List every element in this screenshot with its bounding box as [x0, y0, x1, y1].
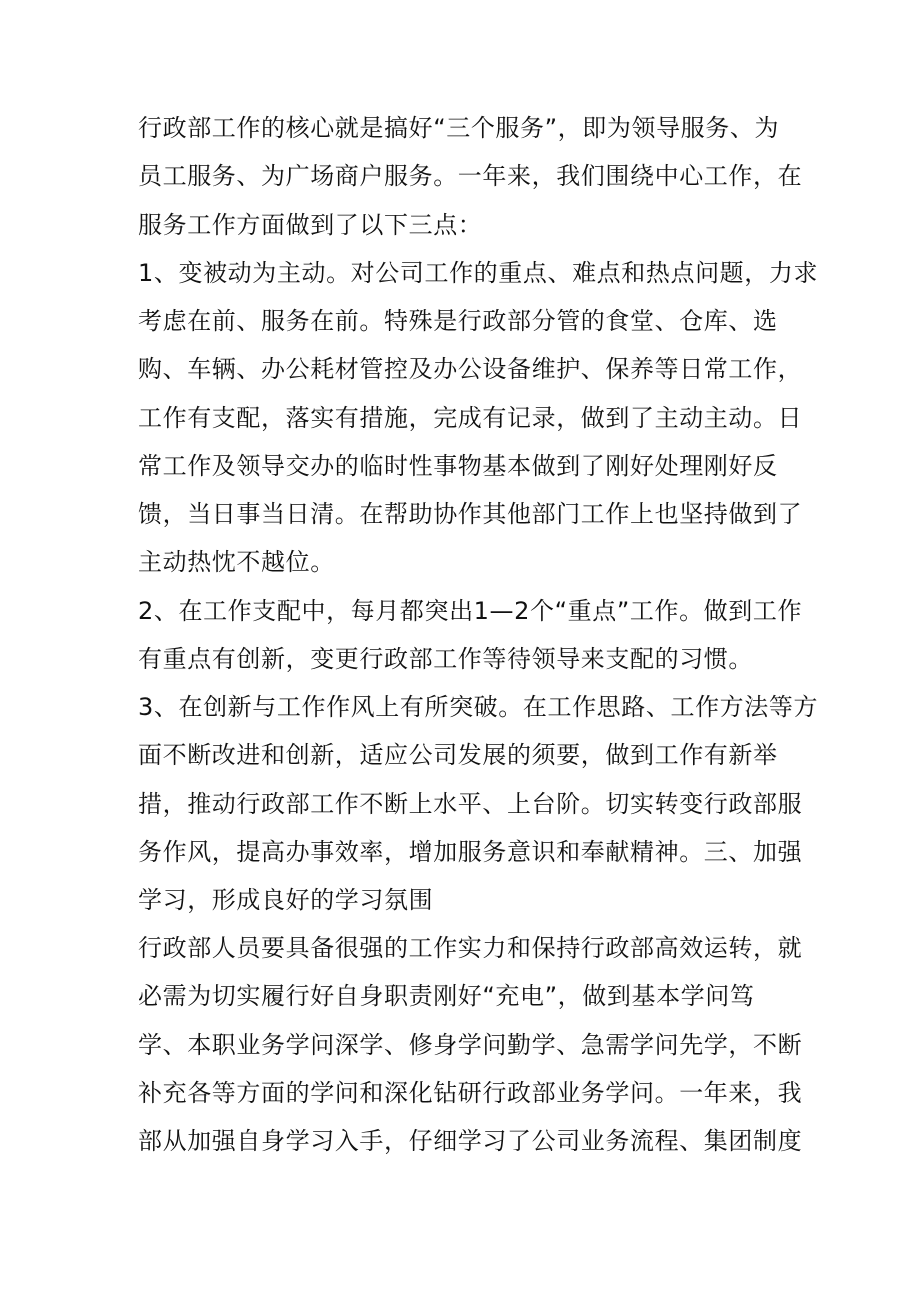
text-line: 学习，形成良好的学习氛围	[138, 886, 434, 914]
text-line: 面不断改进和创新，适应公司发展的须要，做到工作有新举	[138, 741, 778, 769]
text-line: 补充各等方面的学问和深化钻研行政部业务学问。一年来，我	[138, 1079, 803, 1107]
text-line: 行政部人员要具备很强的工作实力和保持行政部高效运转，就	[138, 934, 803, 962]
text-line: 员工服务、为广场商户服务。一年来，我们围绕中心工作，在	[138, 162, 803, 190]
text-line: 购、车辆、办公耗材管控及办公设备维护、保养等日常工作，	[138, 355, 803, 383]
text-line: 务作风，提高办事效率，增加服务意识和奉献精神。三、加强	[138, 838, 803, 866]
text-line: 服务工作方面做到了以下三点：	[138, 211, 483, 239]
text-line: 必需为切实履行好自身职责刚好“充电”，做到基本学问笃	[138, 982, 755, 1010]
text-line: 工作有支配，落实有措施，完成有记录，做到了主动主动。日	[138, 404, 803, 432]
text-line: 学、本职业务学问深学、修身学问勤学、急需学问先学，不断	[138, 1031, 803, 1059]
text-line: 措，推动行政部工作不断上水平、上台阶。切实转变行政部服	[138, 790, 803, 818]
text-line: 馈，当日事当日清。在帮助协作其他部门工作上也坚持做到了	[138, 500, 803, 528]
text-line: 主动热忱不越位。	[138, 548, 335, 576]
text-line: 部从加强自身学习入手，仔细学习了公司业务流程、集团制度	[138, 1127, 803, 1155]
text-line: 3、在创新与工作作风上有所突破。在工作思路、工作方法等方	[138, 693, 819, 721]
text-line: 行政部工作的核心就是搞好“三个服务”，即为领导服务、为	[138, 114, 780, 142]
text-line: 2、在工作支配中，每月都突出1—2个“重点”工作。做到工作	[138, 597, 803, 625]
text-line: 有重点有创新，变更行政部工作等待领导来支配的习惯。	[138, 645, 753, 673]
text-line: 常工作及领导交办的临时性事物基本做到了刚好处理刚好反	[138, 452, 778, 480]
text-line: 考虑在前、服务在前。特殊是行政部分管的食堂、仓库、选	[138, 307, 778, 335]
text-line: 1、变被动为主动。对公司工作的重点、难点和热点问题，力求	[138, 259, 819, 287]
